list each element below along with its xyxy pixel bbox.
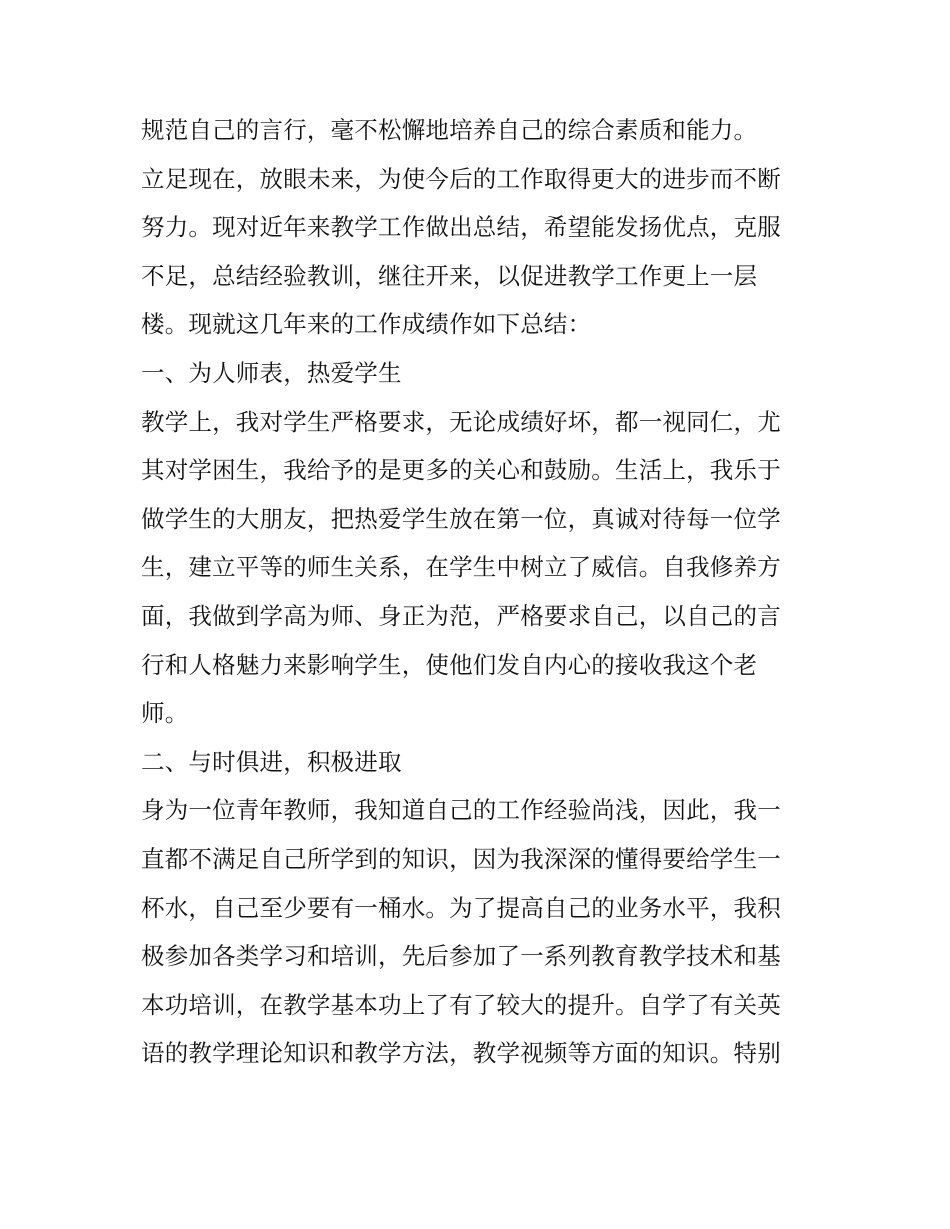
section-heading: 二、与时俱进，积极进取 xyxy=(141,747,402,776)
text-line: 生，建立平等的师生关系，在学生中树立了威信。自我修养方 xyxy=(141,553,781,582)
text-line: 不足，总结经验教训，继往开来，以促进教学工作更上一层 xyxy=(141,261,758,290)
text-line: 本功培训，在教学基本功上了有了较大的提升。自学了有关英 xyxy=(141,990,781,1019)
section-heading: 一、为人师表，热爱学生 xyxy=(141,358,402,387)
text-line: 面，我做到学高为师、身正为范，严格要求自己，以自己的言 xyxy=(141,601,781,630)
text-line: 杯水，自己至少要有一桶水。为了提高自己的业务水平，我积 xyxy=(141,893,781,922)
text-line: 做学生的大朋友，把热爱学生放在第一位，真诚对待每一位学 xyxy=(141,504,781,533)
text-line: 规范自己的言行，毫不松懈地培养自己的综合素质和能力。 xyxy=(141,116,758,144)
text-line: 语的教学理论知识和教学方法，教学视频等方面的知识。特别 xyxy=(141,1039,781,1068)
text-line: 教学上，我对学生严格要求，无论成绩好坏，都一视同仁，尤 xyxy=(141,407,781,436)
text-line: 师。 xyxy=(141,699,189,728)
text-line: 立足现在，放眼未来，为使今后的工作取得更大的进步而不断 xyxy=(141,164,781,193)
text-line: 直都不满足自己所学到的知识，因为我深深的懂得要给学生一 xyxy=(141,844,781,873)
text-line: 楼。现就这几年来的工作成绩作如下总结： xyxy=(141,310,592,339)
text-line: 其对学困生，我给予的是更多的关心和鼓励。生活上，我乐于 xyxy=(141,456,781,485)
document-body xyxy=(141,106,821,1078)
text-line: 行和人格魅力来影响学生，使他们发自内心的接收我这个老 xyxy=(141,650,758,679)
text-line: 努力。现对近年来教学工作做出总结，希望能发扬优点，克服 xyxy=(141,213,781,242)
text-line: 极参加各类学习和培训，先后参加了一系列教育教学技术和基 xyxy=(141,942,781,971)
text-line: 身为一位青年教师，我知道自己的工作经验尚浅，因此，我一 xyxy=(141,796,781,825)
